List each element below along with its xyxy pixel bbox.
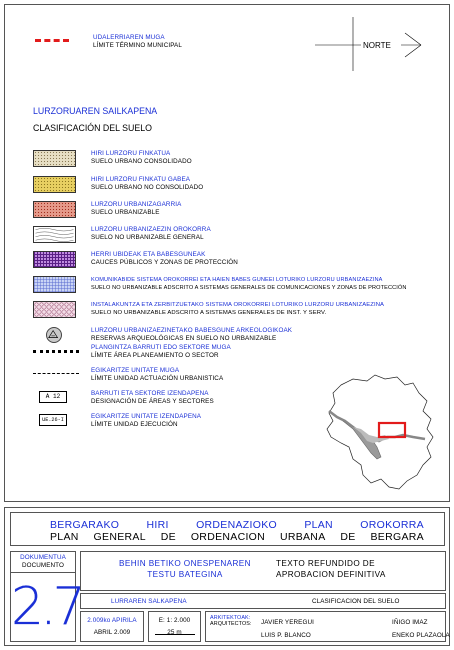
- boundary-label-es: LÍMITE TÉRMINO MUNICIPAL: [93, 42, 182, 49]
- phase-eu-line2: TESTU BATEGINA: [147, 570, 223, 579]
- sheet-title-eu: LURRAREN SALKAPENA: [111, 598, 187, 605]
- legend-label-eu: HIRI LURZORU FINKATU GABEA: [91, 176, 191, 183]
- unit-label-box-icon: UE.26-I: [39, 414, 67, 426]
- plan-word: GENERAL: [93, 531, 146, 543]
- scale-text: E: 1: 2.000: [158, 617, 191, 624]
- title-block: [4, 507, 450, 646]
- architect-name: JAVIER YEREGUI: [261, 619, 314, 626]
- legend-label-es: SUELO URBANO NO CONSOLIDADO: [91, 184, 204, 191]
- red-dotted-swatch-icon: [33, 201, 76, 218]
- date-es: ABRIL 2.009: [93, 629, 131, 636]
- phase-box: [80, 551, 446, 591]
- plan-word: HIRI: [146, 519, 169, 531]
- plan-word: BERGARAKO: [50, 519, 120, 531]
- legend-label-es: SUELO URBANO CONSOLIDADO: [91, 158, 192, 165]
- architect-name: LUIS P. BLANCO: [261, 632, 311, 639]
- area-label-box-icon: A 12: [39, 391, 67, 403]
- legend-label-eu: PLANGINTZA BARRUTI EDO SEKTORE MUGA: [91, 344, 231, 351]
- doc-label-eu: DOKUMENTUA: [20, 554, 66, 561]
- phase-es-line2: APROBACION DEFINITIVA: [276, 570, 386, 579]
- plan-word: BERGARA: [370, 531, 424, 543]
- plan-word: ORDENACION: [190, 531, 266, 543]
- legend-sheet: [4, 4, 450, 502]
- architects-label-eu: ARKITEKTOAK:: [210, 615, 251, 621]
- legend-label-eu: HIRI LURZORU FINKATUA: [91, 150, 171, 157]
- plan-word: DE: [340, 531, 356, 543]
- plan-word: PLAN: [304, 519, 333, 531]
- red-dashed-boundary-icon: [35, 39, 69, 42]
- scale-bar-icon: [155, 634, 195, 635]
- pink-circles-swatch-icon: [33, 301, 76, 318]
- plan-word: ORDENAZIOKO: [196, 519, 277, 531]
- phase-es-line1: TEXTO REFUNDIDO DE: [276, 559, 375, 568]
- yellow-dotted-swatch-icon: [33, 176, 76, 193]
- plan-title-box: [10, 512, 445, 546]
- legend-item-sistemas-comunicaciones: [33, 276, 453, 296]
- legend-label-eu: KOMUNIKABIDE SISTEMA OROKORREI ETA HAIEN BABES GUNEEI LOTURIKO LURZORU URBANIZAEZINA: [91, 277, 383, 283]
- sheet-title-box: [80, 593, 446, 609]
- legend-label-es: SUELO NO URBANIZABLE ADSCRITO A SISTEMAS GENERALES DE INST. Y SERV.: [91, 310, 327, 316]
- architect-name: ENEKO PLAZAOLA: [392, 632, 450, 639]
- boundary-label-eu: UDALERRIAREN MUGA: [93, 34, 165, 41]
- beige-dotted-swatch-icon: [33, 150, 76, 167]
- legend-label-es: LÍMITE ÁREA PLANEAMIENTO O SECTOR: [91, 352, 219, 359]
- document-number-box: [10, 551, 82, 642]
- plan-word: URBANA: [279, 531, 326, 543]
- legend-item-suelo-urbano-no-consolidado: [33, 176, 453, 196]
- legend-label-eu: LURZORU URBANIZAEZINETAKO BABESGUNE ARKEOLOGIKOAK: [91, 327, 293, 334]
- legend-label-eu: EGIKARITZE UNITATE IZENDAPENA: [91, 413, 202, 420]
- purple-crosshatch-swatch-icon: [33, 251, 76, 268]
- legend-label-eu: LURZORU URBANIZAEZIN OROKORRA: [91, 226, 211, 233]
- scale-box: [148, 611, 201, 642]
- plan-word: DE: [160, 531, 176, 543]
- plan-word: PLAN: [50, 531, 79, 543]
- legend-label-es: SUELO URBANIZABLE: [91, 209, 160, 216]
- architects-label-es: ARQUITECTOS:: [210, 621, 252, 627]
- legend-label-es: DESIGNACIÓN DE ÁREAS Y SECTORES: [91, 398, 214, 405]
- thin-dashed-line-icon: [33, 373, 79, 374]
- north-arrow-icon: [313, 13, 423, 73]
- archaeology-triangle-icon: [46, 327, 62, 343]
- legend-label-eu: INSTALAKUNTZA ETA ZERBITZUETAKO SISTEMA OROKORREI LOTURIKO LURZORU URBANIZAEZINA: [91, 302, 385, 308]
- document-number: 2.7: [11, 577, 82, 637]
- legend-label-es: LÍMITE UNIDAD ACTUACIÓN URBANISTICA: [91, 375, 224, 382]
- legend-label-eu: HERRI UBIDEAK ETA BABESGUNEAK: [91, 251, 206, 258]
- legend-item-sistemas-instalaciones: [33, 301, 453, 321]
- scale-bar-label: 25 m: [167, 629, 182, 636]
- legend-item-suelo-no-urbanizable-general: [33, 226, 453, 246]
- sheet-title-es: CLASIFICACION DEL SUELO: [312, 598, 400, 605]
- legend-item-suelo-urbanizable: [33, 201, 453, 221]
- date-eu: 2.009ko APIRILA: [87, 617, 137, 624]
- date-box: [80, 611, 144, 642]
- blue-grid-swatch-icon: [33, 276, 76, 293]
- legend-label-es: CAUCES PÚBLICOS Y ZONAS DE PROTECCIÓN: [91, 259, 238, 266]
- plan-title-eu: [11, 519, 444, 531]
- legend-item-limite-area-planeamiento: [33, 344, 453, 364]
- phase-eu-line1: BEHIN BETIKO ONESPENAREN: [119, 559, 251, 568]
- doc-label-es: DOCUMENTO: [21, 562, 65, 569]
- legend-label-es: SUELO NO URBANIZABLE ADSCRITO A SISTEMAS GENERALES DE COMUNICACIONES Y ZONAS DE PROTECCIÓN: [91, 285, 407, 291]
- plan-word: OROKORRA: [360, 519, 424, 531]
- section-title-eu: LURZORUAREN SAILKAPENA: [33, 106, 158, 116]
- architects-box: [205, 611, 450, 642]
- thick-dotted-line-icon: [33, 350, 79, 353]
- north-label: NORTE: [363, 41, 391, 50]
- location-map-icon: [323, 371, 445, 493]
- legend-label-es: SUELO NO URBANIZABLE GENERAL: [91, 234, 204, 241]
- legend-label-es: LÍMITE UNIDAD EJECUCIÓN: [91, 421, 178, 428]
- architect-name: IÑIGO IMAZ: [392, 619, 428, 626]
- legend-label-es: RESERVAS ARQUEOLÓGICAS EN SUELO NO URBANIZABLE: [91, 335, 277, 342]
- legend-label-eu: LURZORU URBANIZAGARRIA: [91, 201, 182, 208]
- section-title-es: CLASIFICACIÓN DEL SUELO: [33, 123, 152, 133]
- wavy-lines-swatch-icon: [33, 226, 76, 243]
- legend-label-eu: EGIKARITZE UNITATE MUGA: [91, 367, 180, 374]
- legend-item-cauces-publicos: [33, 251, 453, 271]
- legend-item-suelo-urbano-consolidado: [33, 150, 453, 170]
- plan-title-es: [11, 531, 444, 543]
- legend-label-eu: BARRUTI ETA SEKTORE IZENDAPENA: [91, 390, 209, 397]
